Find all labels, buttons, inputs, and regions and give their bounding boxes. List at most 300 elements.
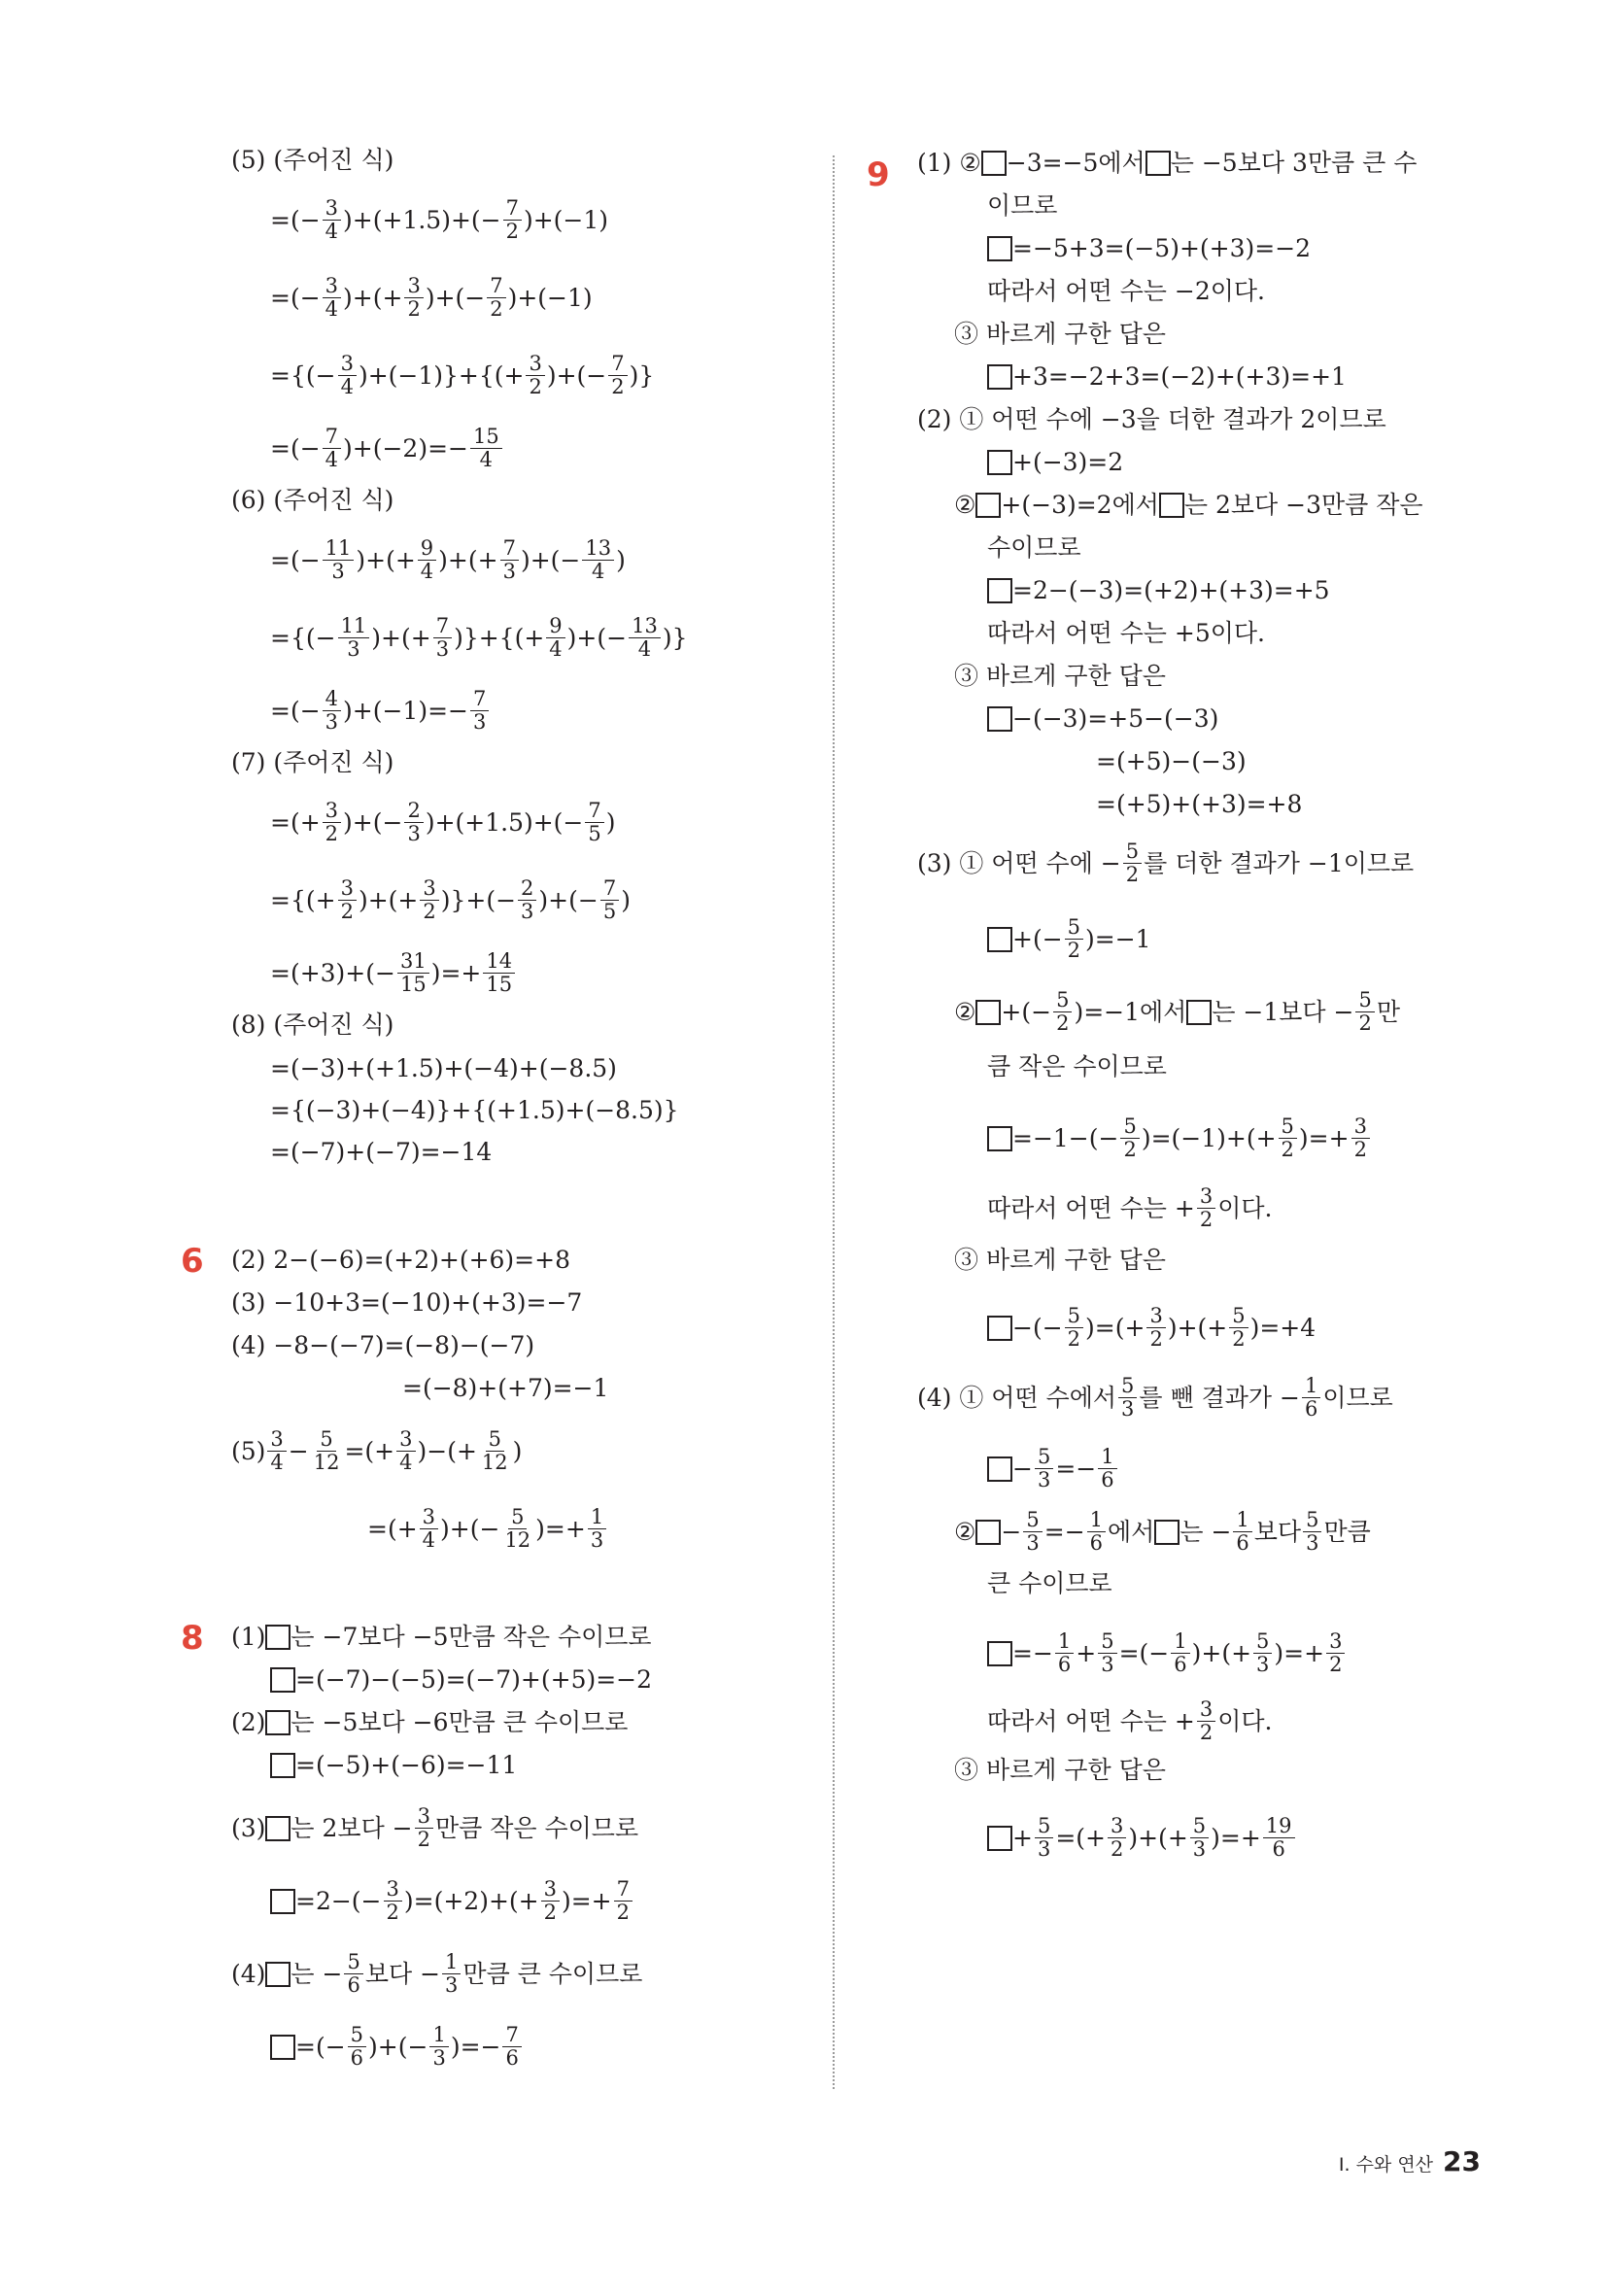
denominator: 2 (1067, 939, 1081, 962)
fraction (582, 537, 614, 583)
fraction (323, 426, 341, 471)
numerator: 2 (404, 800, 423, 823)
denominator: 4 (422, 1528, 436, 1552)
right-line-15: =(+5)+(+3)=+8 (1096, 790, 1303, 818)
denominator: 6 (1236, 1531, 1249, 1555)
fraction (629, 615, 661, 661)
denominator: 2 (1199, 1208, 1214, 1231)
right-line-1: 이므로 (987, 191, 1058, 220)
numerator: 3 (420, 877, 438, 901)
denominator: 3 (1026, 1531, 1040, 1555)
answer-box (987, 927, 1012, 952)
right-line-23: −(− $\frac{5}{2}$ )=(+ $\frac{3}{2}$ )+(+ $\frac{5}{2}$ )=+4 (987, 1305, 1316, 1351)
denominator: 2 (1125, 863, 1140, 886)
fraction (1118, 1375, 1137, 1421)
fraction (503, 197, 522, 243)
left-line-22: =(+ $\frac{3}{4}$ )+(− $\frac{5}{12}$ )=+ $\frac{1}{3}$ (367, 1506, 608, 1552)
answer-box (265, 1816, 291, 1841)
right-line-14: =(+5)−(−3) (1096, 747, 1247, 775)
answer-box (270, 1753, 295, 1778)
denominator: 2 (417, 1828, 430, 1851)
numerator: 3 (384, 1878, 402, 1902)
right-line-19: 큼 작은 수이므로 (987, 1052, 1167, 1080)
fraction (397, 950, 429, 996)
numerator: 1 (1087, 1509, 1106, 1532)
numerator: 5 (1123, 840, 1142, 864)
left-line-8: =(− $\frac{4}{3}$ )+(−1)=− $\frac{7}{3}$ (270, 688, 491, 734)
answer-box (1186, 1000, 1212, 1025)
numerator: 5 (486, 1428, 504, 1452)
fraction (470, 426, 502, 471)
denominator: 3 (473, 710, 487, 734)
numerator: 5 (1229, 1305, 1248, 1328)
fraction (1190, 1815, 1209, 1861)
left-line-27: (3) 는 2보다 − $\frac{3}{2}$ 만큼 작은 수이므로 (231, 1804, 639, 1851)
numerator: 3 (338, 353, 357, 376)
fraction (323, 800, 341, 845)
fraction (588, 1506, 606, 1552)
denominator: 15 (486, 973, 513, 996)
denominator: 6 (350, 2046, 364, 2070)
denominator: 2 (1281, 1138, 1294, 1161)
denominator: 2 (543, 1901, 557, 1924)
numerator: 5 (1279, 1115, 1297, 1139)
denominator: 4 (325, 448, 339, 471)
numerator: 3 (404, 275, 423, 298)
numerator: 5 (1355, 989, 1374, 1012)
right-line-3: 따라서 어떤 수는 −2이다. (987, 277, 1265, 305)
numerator: 9 (418, 537, 436, 561)
numerator: 7 (323, 426, 341, 449)
left-line-2: =(− $\frac{3}{4}$ )+(+ $\frac{3}{2}$ )+(− $\frac{7}{2}$ )+(−1) (270, 274, 593, 321)
page-number: 23 (1443, 2145, 1481, 2177)
numerator: 7 (500, 537, 519, 561)
fraction (1035, 1446, 1053, 1491)
right-line-21: 따라서 어떤 수는 + $\frac{3}{2}$ 이다. (987, 1184, 1273, 1231)
fraction (1303, 1509, 1321, 1555)
fraction (1197, 1185, 1215, 1231)
numerator: 11 (338, 615, 370, 638)
right-line-27: 큰 수이므로 (987, 1569, 1112, 1597)
denominator: 4 (479, 448, 494, 471)
denominator: 6 (1272, 1837, 1285, 1861)
problem-number-9: 9 (867, 155, 890, 194)
numerator: 1 (442, 1951, 461, 1974)
left-line-30: =(− $\frac{5}{6}$ )+(− $\frac{1}{3}$ )=− $\frac{7}{6}$ (270, 2024, 524, 2070)
denominator: 2 (386, 1901, 399, 1924)
problem-number-6: 6 (181, 1242, 204, 1281)
left-line-28: =2−(− $\frac{3}{2}$ )=(+2)+(+ $\frac{3}{2}$ )=+ $\frac{7}{2}$ (270, 1878, 634, 1924)
answer-box (981, 151, 1007, 176)
answer-box (987, 1126, 1012, 1151)
numerator: 1 (1171, 1630, 1189, 1654)
numerator: 5 (344, 1951, 362, 1974)
denominator: 6 (505, 2046, 519, 2070)
fraction (470, 688, 489, 734)
left-line-20: =(−8)+(+7)=−1 (402, 1374, 609, 1402)
denominator: 3 (445, 1973, 459, 1997)
answer-box (1154, 1520, 1180, 1545)
numerator: 7 (470, 688, 489, 711)
fraction (1087, 1509, 1106, 1555)
fraction (518, 877, 536, 923)
numerator: 3 (1351, 1115, 1370, 1139)
numerator: 5 (1023, 1509, 1042, 1532)
denominator: 6 (1304, 1397, 1318, 1421)
fraction (1279, 1115, 1297, 1161)
denominator: 2 (340, 900, 354, 923)
denominator: 2 (325, 822, 339, 845)
numerator: 7 (600, 877, 619, 901)
answer-box (987, 236, 1012, 261)
fraction (1302, 1375, 1320, 1421)
fraction (608, 353, 627, 398)
fraction (600, 877, 619, 923)
denominator: 12 (504, 1528, 531, 1552)
numerator: 3 (541, 1878, 560, 1902)
answer-box (987, 578, 1012, 603)
denominator: 3 (590, 1528, 604, 1552)
fraction (338, 353, 357, 398)
numerator: 3 (420, 1506, 438, 1529)
fraction (1123, 840, 1142, 886)
fraction (1053, 989, 1072, 1035)
denominator: 15 (399, 973, 427, 996)
left-line-25: (2) 는 −5보다 −6만큼 큰 수이므로 (231, 1708, 629, 1736)
fraction (1035, 1815, 1053, 1861)
denominator: 2 (1123, 1138, 1137, 1161)
right-line-18: ② +(− $\frac{5}{2}$ )=−1에서 는 −1보다 − $\frac{5}{2}$ 만 (954, 988, 1400, 1035)
denominator: 2 (505, 220, 519, 243)
numerator: 5 (348, 2024, 366, 2047)
denominator: 2 (1149, 1327, 1163, 1351)
denominator: 6 (1101, 1468, 1114, 1491)
denominator: 4 (325, 220, 339, 243)
numerator: 15 (470, 426, 502, 449)
left-line-29: (4) 는 − $\frac{5}{6}$ 보다 − $\frac{1}{3}$ 만큼 큰 수이므로 (231, 1950, 643, 1997)
fraction (479, 1428, 511, 1474)
fraction (267, 1428, 286, 1474)
numerator: 5 (1120, 1115, 1139, 1139)
fraction (384, 1878, 402, 1924)
answer-box (270, 1889, 295, 1914)
fraction (433, 615, 452, 661)
denominator: 2 (1329, 1653, 1343, 1676)
denominator: 4 (399, 1451, 413, 1474)
answer-box (987, 1826, 1012, 1851)
denominator: 4 (549, 637, 563, 661)
answer-box (265, 1962, 291, 1987)
numerator: 5 (1253, 1630, 1272, 1654)
denominator: 5 (602, 900, 617, 923)
answer-box (1159, 493, 1184, 518)
denominator: 3 (1306, 1531, 1319, 1555)
numerator: 5 (1303, 1509, 1321, 1532)
numerator: 5 (1065, 1305, 1083, 1328)
numerator: 4 (323, 688, 341, 711)
left-line-1: =(− $\frac{3}{4}$ )+(+1.5)+(− $\frac{7}{2}$ )+(−1) (270, 196, 609, 243)
fraction (1055, 1630, 1074, 1676)
fraction (1233, 1509, 1251, 1555)
answer-box (987, 1641, 1012, 1666)
fraction (501, 1506, 533, 1552)
right-line-26: ② − $\frac{5}{3}$ =− $\frac{1}{6}$ 에서 는 − $\frac{1}{6}$ 보다 $\frac{5}{3}$ 만큼 (954, 1508, 1371, 1555)
fraction (418, 537, 436, 583)
fraction (1098, 1446, 1116, 1491)
right-line-25: − $\frac{5}{3}$ =− $\frac{1}{6}$ (987, 1446, 1119, 1491)
fraction (1326, 1630, 1345, 1676)
numerator: 5 (508, 1506, 527, 1529)
denominator: 3 (331, 560, 345, 583)
numerator: 1 (1233, 1509, 1251, 1532)
numerator: 1 (1055, 1630, 1074, 1654)
left-line-18: (3) −10+3=(−10)+(+3)=−7 (231, 1288, 583, 1317)
numerator: 7 (503, 197, 522, 221)
answer-box (270, 2035, 295, 2060)
denominator: 3 (1101, 1653, 1114, 1676)
numerator: 14 (483, 950, 515, 974)
left-line-17: (2) 2−(−6)=(+2)+(+6)=+8 (231, 1246, 570, 1274)
fraction (442, 1951, 461, 1997)
left-line-5: (6) (주어진 식) (231, 486, 394, 514)
denominator: 3 (347, 637, 360, 661)
fraction (420, 1506, 438, 1552)
fraction (1197, 1698, 1215, 1744)
numerator: 3 (1197, 1185, 1215, 1209)
denominator: 3 (325, 710, 339, 734)
right-line-17: +(− $\frac{5}{2}$ )=−1 (987, 916, 1151, 962)
denominator: 3 (1037, 1468, 1051, 1491)
numerator: 13 (629, 615, 661, 638)
right-line-9: 수이므로 (987, 533, 1081, 562)
denominator: 3 (432, 2046, 446, 2070)
right-line-24: (4) ① 어떤 수에서 $\frac{5}{3}$ 를 뺀 결과가 − $\frac{1}{6}$ 이므로 (917, 1374, 1393, 1421)
denominator: 4 (325, 297, 339, 321)
numerator: 5 (1190, 1815, 1209, 1838)
denominator: 3 (502, 560, 516, 583)
left-line-7: ={(− $\frac{11}{3}$ )+(+ $\frac{7}{3}$ )}+{(+ $\frac{9}{4}$ )+(− $\frac{13}{4}$ )} (270, 614, 688, 661)
right-line-30: ③ 바르게 구한 답은 (954, 1756, 1166, 1784)
fraction (344, 1951, 362, 1997)
denominator: 4 (340, 375, 354, 398)
right-line-0: (1) ② −3=−5에서 는 −5보다 3만큼 큰 수 (917, 149, 1418, 177)
fraction (502, 2024, 521, 2070)
right-line-4: ③ 바르게 구한 답은 (954, 320, 1166, 348)
numerator: 7 (487, 275, 505, 298)
numerator: 5 (1053, 989, 1072, 1012)
fraction (404, 275, 423, 321)
left-line-21: (5) $\frac{3}{4}$ − $\frac{5}{12}$ =(+ $\frac{3}{4}$ )−(+ $\frac{5}{12}$ ) (231, 1427, 523, 1474)
numerator: 3 (1326, 1630, 1345, 1654)
denominator: 6 (347, 1973, 360, 1997)
fraction (1023, 1509, 1042, 1555)
fraction (338, 615, 370, 661)
numerator: 3 (1197, 1698, 1215, 1722)
denominator: 4 (270, 1451, 284, 1474)
denominator: 12 (313, 1451, 340, 1474)
denominator: 6 (1057, 1653, 1072, 1676)
denominator: 2 (1353, 1138, 1367, 1161)
left-line-12: =(+3)+(− $\frac{31}{15}$ )=+ $\frac{14}{15}$ (270, 950, 517, 996)
numerator: 3 (396, 1428, 415, 1452)
denominator: 2 (616, 1901, 631, 1924)
numerator: 5 (317, 1428, 335, 1452)
numerator: 13 (582, 537, 614, 561)
answer-box (975, 1000, 1001, 1025)
denominator: 3 (1256, 1653, 1270, 1676)
left-line-0: (5) (주어진 식) (231, 146, 394, 174)
right-line-22: ③ 바르게 구한 답은 (954, 1246, 1166, 1274)
denominator: 3 (521, 900, 534, 923)
answer-box (987, 450, 1012, 475)
numerator: 5 (1035, 1815, 1053, 1838)
numerator: 1 (1302, 1375, 1320, 1398)
fraction (348, 2024, 366, 2070)
answer-box (265, 1710, 291, 1735)
numerator: 3 (338, 877, 357, 901)
numerator: 7 (502, 2024, 521, 2047)
fraction (323, 275, 341, 321)
numerator: 5 (1035, 1446, 1053, 1469)
numerator: 3 (323, 800, 341, 823)
right-line-5: +3=−2+3=(−2)+(+3)=+1 (987, 360, 1347, 394)
denominator: 2 (407, 297, 421, 321)
denominator: 4 (592, 560, 605, 583)
fraction (483, 950, 515, 996)
fraction (1351, 1115, 1370, 1161)
right-line-11: 따라서 어떤 수는 +5이다. (987, 619, 1265, 647)
fraction (1355, 989, 1374, 1035)
denominator: 2 (490, 297, 503, 321)
denominator: 4 (637, 637, 652, 661)
numerator: 3 (267, 1428, 286, 1452)
right-line-28: =− $\frac{1}{6}$ + $\frac{5}{3}$ =(− $\frac{1}{6}$ )+(+ $\frac{5}{3}$ )=+ $\frac{3}{2}$ (987, 1630, 1347, 1676)
answer-box (1145, 151, 1171, 176)
fraction (1108, 1815, 1126, 1861)
fraction (487, 275, 505, 321)
answer-box (270, 1667, 295, 1693)
right-line-8: ② +(−3)=2에서 는 2보다 −3만큼 작은 (954, 491, 1423, 519)
denominator: 2 (1056, 1011, 1070, 1035)
right-line-13: −(−3)=+5−(−3) (987, 703, 1218, 736)
fraction (323, 197, 341, 243)
right-line-16: (3) ① 어떤 수에 − $\frac{5}{2}$ 를 더한 결과가 −1이므로 (917, 840, 1415, 886)
fraction (541, 1878, 560, 1924)
numerator: 1 (1098, 1446, 1116, 1469)
fraction (1253, 1630, 1272, 1676)
fraction (585, 800, 603, 845)
right-line-6: (2) ① 어떤 수에 −3을 더한 결과가 2이므로 (917, 405, 1386, 433)
left-line-13: (8) (주어진 식) (231, 1011, 394, 1039)
fraction (500, 537, 519, 583)
fraction (546, 615, 564, 661)
denominator: 2 (611, 375, 625, 398)
answer-box (987, 1316, 1012, 1341)
numerator: 3 (323, 197, 341, 221)
fraction (1098, 1630, 1116, 1676)
numerator: 1 (429, 2024, 448, 2047)
numerator: 19 (1263, 1815, 1295, 1838)
numerator: 3 (415, 1805, 433, 1829)
denominator: 3 (407, 822, 421, 845)
numerator: 11 (323, 537, 355, 561)
fraction (614, 1878, 633, 1924)
denominator: 5 (588, 822, 601, 845)
denominator: 2 (1232, 1327, 1246, 1351)
numerator: 9 (546, 615, 564, 638)
denominator: 2 (1110, 1837, 1124, 1861)
fraction (1229, 1305, 1248, 1351)
right-line-20: =−1−(− $\frac{5}{2}$ )=(−1)+(+ $\frac{5}{2}$ )=+ $\frac{3}{2}$ (987, 1115, 1372, 1161)
left-line-9: (7) (주어진 식) (231, 748, 394, 776)
chapter-label: I. 수와 연산 (1338, 2154, 1434, 2176)
left-line-6: =(− $\frac{11}{3}$ )+(+ $\frac{9}{4}$ )+(+ $\frac{7}{3}$ )+(− $\frac{13}{4}$ ) (270, 536, 626, 583)
denominator: 4 (420, 560, 434, 583)
right-line-10: =2−(−3)=(+2)+(+3)=+5 (987, 574, 1330, 607)
fraction (323, 688, 341, 734)
denominator: 12 (481, 1451, 508, 1474)
left-line-11: ={(+ $\frac{3}{2}$ )+(+ $\frac{3}{2}$ )}+(− $\frac{2}{3}$ )+(− $\frac{7}{5}$ ) (270, 876, 631, 923)
numerator: 7 (614, 1878, 633, 1902)
left-line-16: =(−7)+(−7)=−14 (270, 1138, 493, 1166)
answer-box (975, 493, 1001, 518)
problem-number-8: 8 (181, 1619, 204, 1658)
numerator: 7 (585, 800, 603, 823)
page-footer (1339, 2145, 1481, 2177)
left-line-3: ={(− $\frac{3}{4}$ )+(−1)}+{(+ $\frac{3}{2}$ )+(− $\frac{7}{2}$ )} (270, 352, 655, 398)
numerator: 7 (608, 353, 627, 376)
fraction (338, 877, 357, 923)
denominator: 3 (435, 637, 450, 661)
fraction (323, 537, 355, 583)
left-line-23: (1) 는 −7보다 −5만큼 작은 수이므로 (231, 1623, 652, 1651)
numerator: 3 (323, 275, 341, 298)
fraction (1146, 1305, 1165, 1351)
numerator: 3 (526, 353, 544, 376)
fraction (1263, 1815, 1295, 1861)
fraction (526, 353, 544, 398)
fraction (396, 1428, 415, 1474)
answer-box (987, 706, 1012, 732)
denominator: 2 (1067, 1327, 1081, 1351)
column-divider (833, 155, 835, 2089)
right-line-31: + $\frac{5}{3}$ =(+ $\frac{3}{2}$ )+(+ $\frac{5}{3}$ )=+ $\frac{19}{6}$ (987, 1815, 1297, 1861)
answer-box (987, 364, 1012, 390)
numerator: 5 (1118, 1375, 1137, 1398)
denominator: 3 (1037, 1837, 1051, 1861)
left-line-14: =(−3)+(+1.5)+(−4)+(−8.5) (270, 1054, 617, 1082)
fraction (420, 877, 438, 923)
right-line-12: ③ 바르게 구한 답은 (954, 662, 1166, 690)
denominator: 3 (1192, 1837, 1207, 1861)
numerator: 2 (518, 877, 536, 901)
right-line-29: 따라서 어떤 수는 + $\frac{3}{2}$ 이다. (987, 1697, 1273, 1744)
fraction (311, 1428, 343, 1474)
fraction (1171, 1630, 1189, 1676)
left-line-10: =(+ $\frac{3}{2}$ )+(− $\frac{2}{3}$ )+(+1.5)+(− $\frac{7}{5}$ ) (270, 799, 616, 845)
numerator: 1 (588, 1506, 606, 1529)
numerator: 3 (1108, 1815, 1126, 1838)
fraction (1065, 916, 1083, 962)
denominator: 2 (1199, 1721, 1214, 1744)
answer-box (987, 1456, 1012, 1482)
left-line-15: ={(−3)+(−4)}+{(+1.5)+(−8.5)} (270, 1096, 679, 1124)
denominator: 6 (1174, 1653, 1187, 1676)
left-line-4: =(− $\frac{7}{4}$ )+(−2)=− $\frac{15}{4}$ (270, 426, 504, 471)
left-line-24: =(−7)−(−5)=(−7)+(+5)=−2 (270, 1663, 652, 1696)
fraction (415, 1805, 433, 1851)
fraction (1120, 1115, 1139, 1161)
